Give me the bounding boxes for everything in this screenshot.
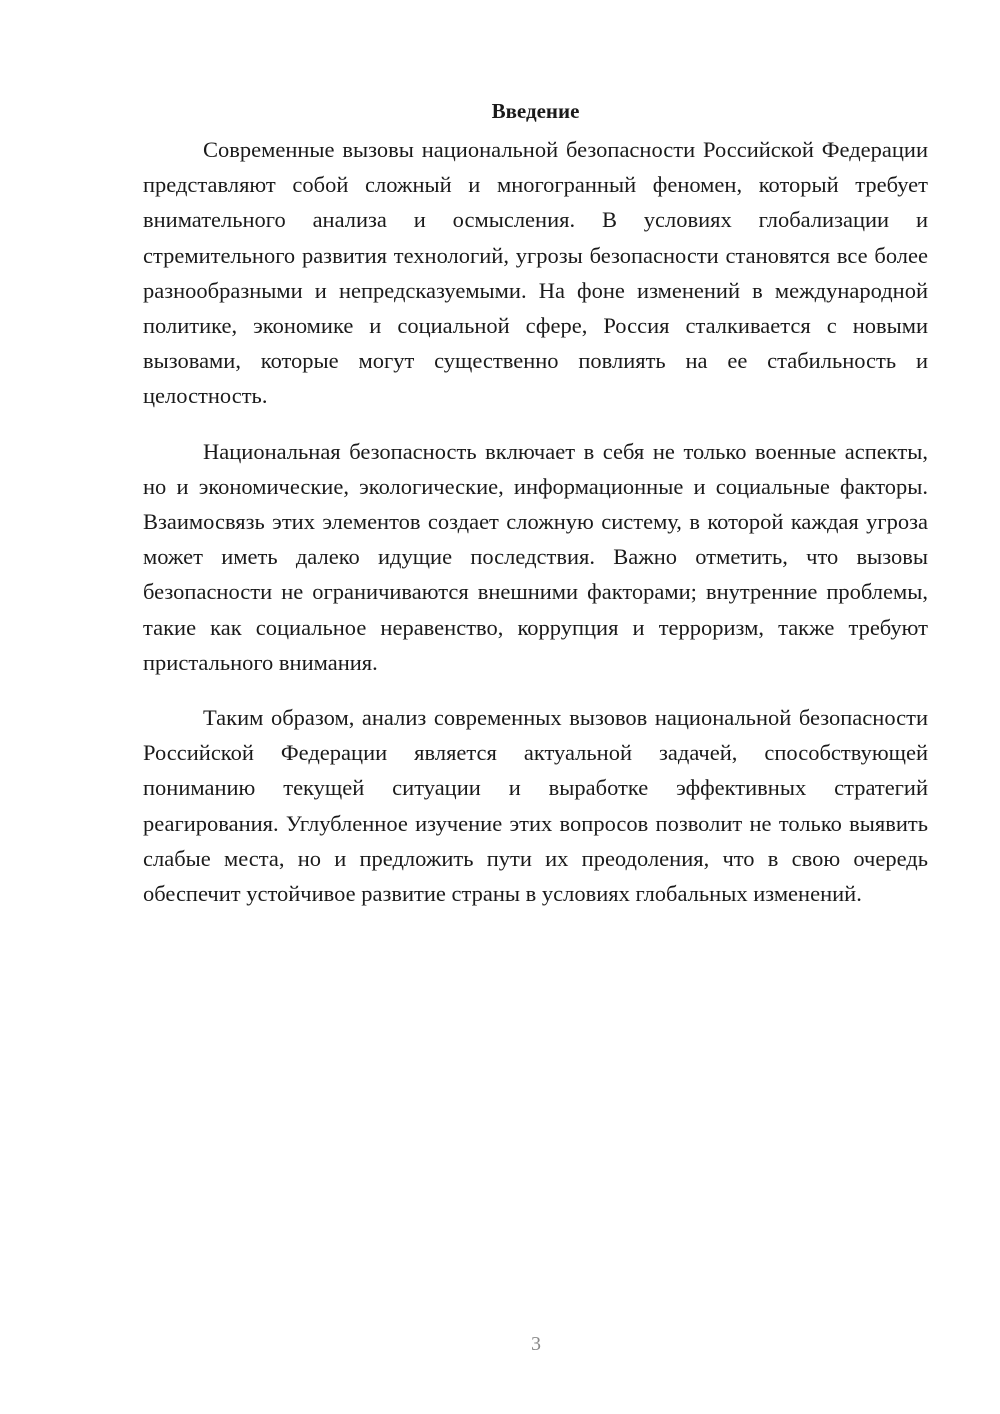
section-title: Введение [491, 99, 580, 123]
paragraph-3: Таким образом, анализ современных вызовов национальной безопасности Российской Федерации является актуальной задачей, способствующей пониманию текущей ситуации и выработке эффективных стратегий реагирования. Углубленное изучение этих вопросов позволит не только выявить слабые места, но и предложить пути их преодоления, что в свою очередь обеспечит устойчивое развитие страны в условиях глобальных изменений. [143, 705, 928, 907]
page-number: 3 [531, 1333, 541, 1355]
paragraph-2: Национальная безопасность включает в себя не только военные аспекты, но и экономические, экологические, информационные и социальные факторы. Взаимосвязь этих элементов создает сложную систему, в которой каждая угроза может иметь далеко идущие последствия. Важно отметить, что вызовы безопасности не ограничиваются внешними факторами; внутренние проблемы, такие как социальное неравенство, коррупция и терроризм, также требуют пристального внимания. [143, 438, 928, 675]
page-content [143, 96, 928, 931]
paragraph-1: Современные вызовы национальной безопасности Российской Федерации представляют собой сложный и многогранный феномен, который требует внимательного анализа и осмысления. В условиях глобализации и стремительного развития технологий, угрозы безопасности становятся все более разнообразными и непредсказуемыми. На фоне изменений в международной политике, экономике и социальной сфере, Россия сталкивается с новыми вызовами, которые могут существенно повлиять на ее стабильность и целостность. [143, 137, 928, 409]
